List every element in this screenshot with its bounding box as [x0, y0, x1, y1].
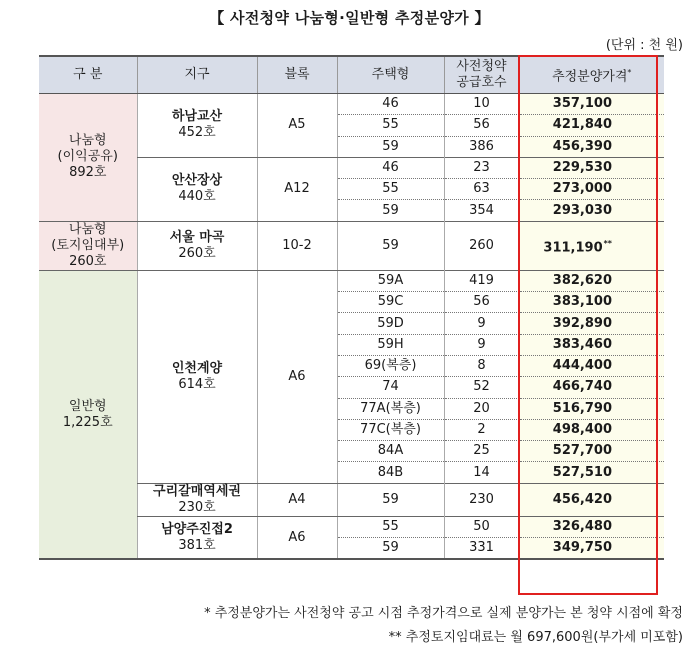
supply-cell: 260 — [444, 221, 519, 270]
price-value: 382,620 — [552, 272, 612, 288]
district-count: 260호 — [178, 245, 216, 261]
price-cell — [519, 516, 664, 537]
block-cell: A6 — [257, 516, 337, 559]
district-name: 서울 마곡 — [169, 229, 225, 245]
housing-type-cell: 59D — [337, 313, 444, 334]
district-cell — [137, 270, 257, 483]
supply-cell: 10 — [444, 94, 519, 115]
header-housing: 주택형 — [337, 56, 444, 94]
price-cell — [519, 355, 664, 376]
price-table — [39, 55, 664, 560]
housing-type-cell: 55 — [337, 516, 444, 537]
district-count: 452호 — [178, 125, 216, 141]
block-cell: A12 — [257, 157, 337, 221]
district-name: 인천계양 — [171, 360, 223, 376]
price-cell — [519, 483, 664, 516]
price-cell — [519, 136, 664, 157]
price-cell — [519, 179, 664, 200]
supply-cell: 8 — [444, 355, 519, 376]
district-cell — [137, 157, 257, 221]
housing-type-cell: 84A — [337, 441, 444, 462]
price-cell — [519, 419, 664, 440]
group-cell: 일반형 1,225호 — [39, 270, 137, 559]
district-cell — [137, 483, 257, 516]
footnote-1: * 추정분양가는 사전청약 공고 시점 추정가격으로 실제 분양가는 본 청약 시점에 확정 — [204, 606, 683, 621]
price-value: 293,030 — [552, 202, 612, 218]
housing-type-cell: 59 — [337, 136, 444, 157]
price-cell — [519, 270, 664, 291]
block-cell: 10-2 — [257, 221, 337, 270]
housing-type-cell: 46 — [337, 94, 444, 115]
housing-type-cell: 59 — [337, 221, 444, 270]
district-name: 구리갈매역세권 — [153, 483, 241, 499]
price-cell — [519, 441, 664, 462]
price-value: 421,840 — [552, 117, 612, 133]
supply-cell: 52 — [444, 377, 519, 398]
district-count: 230호 — [178, 499, 216, 515]
price-value: 383,100 — [552, 294, 612, 310]
price-cell — [519, 157, 664, 178]
supply-cell: 9 — [444, 334, 519, 355]
housing-type-cell: 55 — [337, 115, 444, 136]
supply-cell: 23 — [444, 157, 519, 178]
header-district: 지구 — [137, 56, 257, 94]
table-row — [39, 270, 664, 291]
housing-type-cell: 74 — [337, 377, 444, 398]
district-count: 614호 — [178, 376, 216, 392]
price-value: 349,750 — [552, 540, 612, 556]
price-value: 456,390 — [552, 138, 612, 154]
price-cell — [519, 398, 664, 419]
price-cell — [519, 292, 664, 313]
group-cell: 나눔형 (토지임대부) 260호 — [39, 221, 137, 270]
block-cell: A6 — [257, 270, 337, 483]
price-value: 466,740 — [552, 379, 612, 395]
supply-cell: 9 — [444, 313, 519, 334]
district-name: 남양주진접2 — [161, 521, 233, 537]
price-cell — [519, 377, 664, 398]
housing-type-cell: 59 — [337, 200, 444, 221]
housing-type-cell: 59H — [337, 334, 444, 355]
housing-type-cell: 69(복층) — [337, 355, 444, 376]
price-value: 229,530 — [552, 160, 612, 176]
supply-cell: 56 — [444, 292, 519, 313]
unit-label: (단위 : 천 원) — [605, 38, 683, 53]
supply-cell: 419 — [444, 270, 519, 291]
price-cell — [519, 115, 664, 136]
price-value: 311,190 — [543, 239, 603, 255]
housing-type-cell: 77A(복층) — [337, 398, 444, 419]
price-value: 273,000 — [552, 181, 612, 197]
price-cell — [519, 200, 664, 221]
price-cell — [519, 221, 664, 270]
supply-cell: 63 — [444, 179, 519, 200]
footnote-2: ** 추정토지임대료는 월 697,600원(부가세 미포함) — [388, 630, 683, 645]
housing-type-cell: 84B — [337, 462, 444, 483]
district-name: 하남교산 — [171, 109, 223, 125]
supply-cell: 354 — [444, 200, 519, 221]
housing-type-cell: 59C — [337, 292, 444, 313]
price-cell — [519, 313, 664, 334]
district-count: 440호 — [178, 189, 216, 205]
supply-cell: 331 — [444, 538, 519, 560]
price-cell — [519, 462, 664, 483]
district-cell — [137, 94, 257, 158]
price-value: 516,790 — [552, 400, 612, 416]
block-cell: A5 — [257, 94, 337, 158]
housing-type-cell: 59A — [337, 270, 444, 291]
district-cell — [137, 516, 257, 559]
housing-type-cell: 77C(복층) — [337, 419, 444, 440]
price-value: 383,460 — [552, 336, 612, 352]
header-block: 블록 — [257, 56, 337, 94]
price-cell — [519, 94, 664, 115]
header-supply: 사전청약 공급호수 — [444, 56, 519, 94]
district-count: 381호 — [178, 537, 216, 553]
price-value: 527,510 — [552, 464, 612, 480]
table-row — [39, 94, 664, 115]
price-value: 527,700 — [552, 443, 612, 459]
district-name: 안산장상 — [171, 173, 223, 189]
header-price: 추정분양가격* — [519, 56, 664, 94]
price-value: 444,400 — [552, 358, 612, 374]
district-cell — [137, 221, 257, 270]
supply-cell: 50 — [444, 516, 519, 537]
price-value: 456,420 — [552, 491, 612, 507]
supply-cell: 386 — [444, 136, 519, 157]
housing-type-cell: 55 — [337, 179, 444, 200]
price-value: 326,480 — [552, 518, 612, 534]
housing-type-cell: 59 — [337, 538, 444, 560]
group-cell: 나눔형 (이익공유) 892호 — [39, 94, 137, 222]
table-row — [39, 221, 664, 270]
price-cell — [519, 334, 664, 355]
table-title: 【 사전청약 나눔형·일반형 추정분양가 】 — [209, 9, 490, 27]
price-value: 357,100 — [552, 96, 612, 112]
supply-cell: 56 — [444, 115, 519, 136]
price-value: 392,890 — [552, 315, 612, 331]
housing-type-cell: 59 — [337, 483, 444, 516]
header-type: 구 분 — [39, 56, 137, 94]
price-value: 498,400 — [552, 422, 612, 437]
price-mark: ** — [603, 238, 612, 248]
supply-cell: 2 — [444, 419, 519, 440]
housing-type-cell: 46 — [337, 157, 444, 178]
price-cell — [519, 538, 664, 560]
block-cell: A4 — [257, 483, 337, 516]
supply-cell: 20 — [444, 398, 519, 419]
supply-cell: 14 — [444, 462, 519, 483]
supply-cell: 230 — [444, 483, 519, 516]
supply-cell: 25 — [444, 441, 519, 462]
